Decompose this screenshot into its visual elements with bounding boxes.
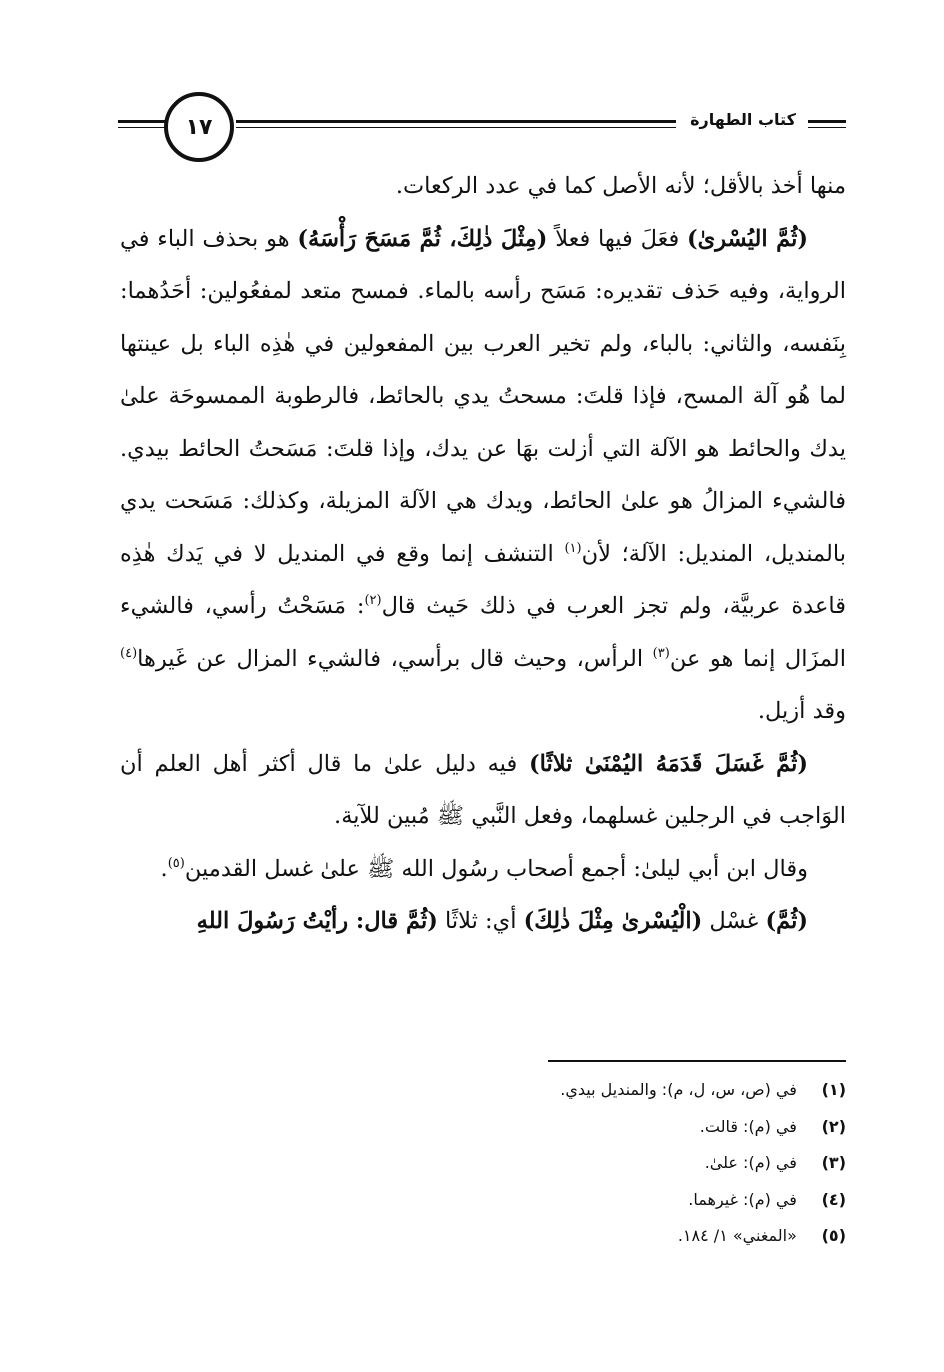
- footnote-item: [120, 1109, 846, 1146]
- page-number-badge: [164, 92, 234, 162]
- paragraph-text: فعَلَ فيها فعلاً: [547, 225, 688, 252]
- paragraph-text: .: [160, 855, 168, 882]
- main-text: [120, 160, 846, 948]
- footnote-ref: (١): [564, 540, 582, 556]
- footnote-number: (٢): [821, 1116, 846, 1136]
- paragraph-text: غسْل: [702, 908, 766, 934]
- header-rule: [808, 127, 846, 128]
- paragraph-text: التنشف إنما وقع في المنديل لا في يَدك هٰذِه قاعدة عربيَّة، ولم تجز العرب في ذلك حَيث قال: [120, 540, 846, 619]
- running-title: كتاب الطهارة: [690, 110, 796, 129]
- paragraph-text: منها أخذ بالأقل؛ لأنه الأصل كما في عدد الركعات.: [395, 173, 846, 199]
- paragraph-text: وقد أزيل.: [757, 698, 846, 724]
- footnote-number: (٥): [821, 1226, 846, 1245]
- header-rule: [808, 120, 846, 123]
- header-rule: [118, 120, 166, 123]
- quoted-text: (ثُمَّ غَسَلَ قَدَمَهُ اليُمْنَىٰ ثلاثًا): [528, 750, 808, 777]
- footnote-number: (٤): [821, 1189, 846, 1209]
- footnote-item: [120, 1182, 846, 1219]
- footnote-item: [120, 1072, 846, 1109]
- footnote-number: (١): [821, 1080, 846, 1099]
- footnote-ref: (٢): [364, 593, 382, 608]
- paragraph-text: : مَسَحْتُ رأسي، فالشيء المزَال إنما هو عن: [120, 593, 846, 672]
- paragraph-text: هو بحذف الباء في الرواية، وفيه حَذف تقديره: مَسَح رأسه بالماء. فمسح متعد لمفعُولين: أحَدُهما: بِنَفسه، والثاني: بالباء، ولم تخير العرب بين المفعولين في هٰذِه الباء بل عينتها لما هُو آلة المسح، فإذا قلتَ: مسحتُ يدي بالحائط، فالرطوبة الممسوحَة علىٰ يدك والحائط هو الآلة التي أزلت بهَا عن يدك، وإذا قلتَ: مَسَحتُ الحائط بيدي. فالشيء المزالُ هو علىٰ الحائط، ويدك هي الآلة المزيلة، وكذلك: مَسَحت يدي بالمنديل، المنديل: الآلة؛ لأن: [120, 225, 846, 567]
- paragraph-text: أي: ثلاثًا: [437, 908, 524, 934]
- quoted-text: (مِثْلَ ذٰلِكَ، ثُمَّ مَسَحَ رَأْسَهُ): [297, 225, 548, 252]
- paragraph-text: الرأس، وحيث قال برأسي، فالشيء المزال عن غَيرها: [137, 645, 653, 672]
- quoted-text: (ثُمَّ قال: رأيْتُ رَسُولَ اللهِ: [196, 908, 438, 934]
- footnote-ref: (٤): [120, 645, 138, 661]
- paragraph-5: [120, 895, 846, 948]
- paragraph-text: وقال ابن أبي ليلىٰ: أجمع أصحاب رسُول الله ﷺ علىٰ غسل القدمين: [184, 855, 808, 882]
- page-number: ١٧: [185, 114, 213, 140]
- paragraph-2: [120, 213, 846, 738]
- header-rule: [118, 127, 166, 128]
- footnote-text: في (م): علىٰ.: [704, 1153, 797, 1172]
- header-rule: [236, 127, 676, 128]
- footnote-item: [120, 1218, 846, 1255]
- paragraph-text: فيه دليل علىٰ ما قال أكثر أهل العلم أن الوَاجب في الرجلين غسلهما، وفعل النَّبي ﷺ مُبين للآية.: [120, 750, 846, 829]
- quoted-text: (ثُمَّ اليُسْرىٰ): [687, 225, 808, 252]
- footnote-text: في (ص، س، ل، م): والمنديل بيدي.: [560, 1080, 797, 1099]
- paragraph-1: [120, 160, 846, 213]
- quoted-text: (ثُمَّ): [765, 908, 808, 934]
- footnotes: [120, 1072, 846, 1255]
- paragraph-3: [120, 738, 846, 843]
- footnote-separator: [548, 1060, 846, 1062]
- footnote-text: في (م): غيرهما.: [688, 1189, 797, 1209]
- footnote-text: في (م): قالت.: [699, 1116, 797, 1136]
- footnote-ref: (٣): [652, 645, 670, 661]
- footnote-text: «المغني» ١/ ١٨٤.: [677, 1226, 797, 1245]
- paragraph-4: [120, 843, 846, 896]
- quoted-text: (الْيُسْرىٰ مِثْلَ ذٰلِكَ): [523, 908, 703, 934]
- footnote-item: [120, 1145, 846, 1182]
- header-rule: [236, 120, 676, 123]
- footnote-ref: (٥): [167, 855, 185, 871]
- footnote-number: (٣): [821, 1153, 846, 1172]
- page-header: [118, 92, 846, 162]
